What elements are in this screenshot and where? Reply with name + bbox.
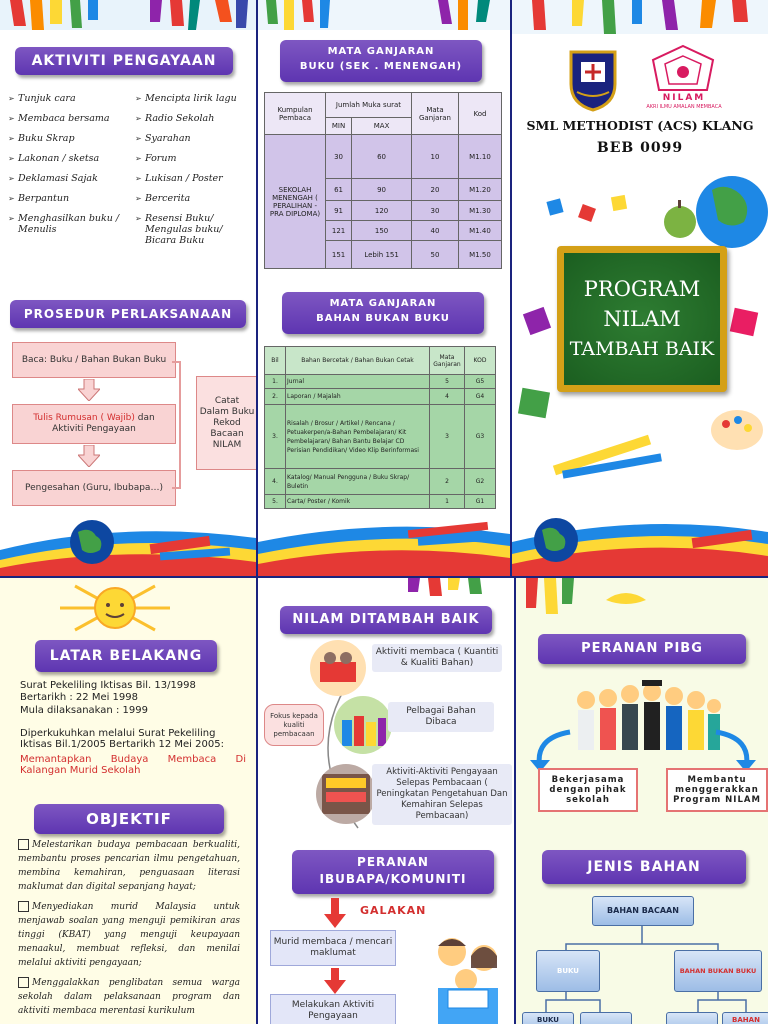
col-header: Jumlah Muka surat bbox=[326, 93, 412, 118]
latar-line-3: Mula dilaksanakan : 1999 bbox=[20, 705, 148, 716]
chalkboard-surface bbox=[564, 253, 720, 385]
objektif-item bbox=[18, 838, 240, 894]
table-cell: 50 bbox=[412, 241, 459, 269]
objektif-item bbox=[18, 976, 240, 1018]
list-item: ➢ Radio Sekolah bbox=[135, 113, 253, 124]
reading-kids-image bbox=[310, 640, 366, 696]
prosedur-title: PROSEDUR PERLAKSANAAN bbox=[10, 300, 246, 328]
school-code: BEB 0099 bbox=[596, 140, 684, 156]
objektif-title: OBJEKTIF bbox=[34, 804, 224, 834]
panel-divider bbox=[256, 0, 258, 576]
box-melakukan-aktiviti: Melakukan Aktiviti Pengayaan bbox=[270, 994, 396, 1024]
latar-line-1: Surat Pekeliling Iktisas Bil. 13/1998 bbox=[20, 680, 196, 691]
list-item: ➢ Bercerita bbox=[135, 193, 253, 204]
col-header: Mata Ganjaran bbox=[412, 93, 459, 135]
table-cell: 30 bbox=[412, 201, 459, 221]
table-cell: 30 bbox=[326, 135, 352, 179]
table-cell: M1.40 bbox=[459, 221, 502, 241]
table-cell: 60 bbox=[352, 135, 412, 179]
table-cell: M1.10 bbox=[459, 135, 502, 179]
list-item: ➢ Forum bbox=[135, 153, 253, 164]
table-cell: 1 bbox=[430, 495, 465, 509]
table-cell: Jurnal bbox=[286, 375, 430, 389]
flow-box-catat: Catat Dalam Buku Rekod Bacaan NILAM bbox=[196, 376, 256, 470]
table-cell: 150 bbox=[352, 221, 412, 241]
tree-node-buku: BUKU bbox=[536, 950, 600, 992]
item-pelbagai-bahan: Pelbagai Bahan Dibaca bbox=[388, 702, 494, 732]
nilam-logo bbox=[647, 42, 719, 98]
arrow-down-icon bbox=[324, 968, 346, 994]
school-name: SML METHODIST (ACS) KLANG bbox=[526, 118, 754, 133]
table-cell: 91 bbox=[326, 201, 352, 221]
latar-red-text: Memantapkan Budaya Membaca Di Kalangan Murid Sekolah bbox=[20, 754, 246, 776]
table-cell: M1.20 bbox=[459, 179, 502, 201]
school-crest-logo bbox=[567, 48, 619, 112]
panel-latar-belakang bbox=[0, 578, 256, 1024]
table-cell: Carta/ Poster / Komik bbox=[286, 495, 430, 509]
title-line-2: IBUBAPA/KOMUNITI bbox=[319, 872, 467, 886]
globe-swoosh-decoration bbox=[0, 510, 256, 576]
box-murid-membaca: Murid membaca / mencari maklumat bbox=[270, 930, 396, 966]
table-cell: G3 bbox=[465, 405, 496, 469]
family-reading-illustration bbox=[422, 928, 512, 1024]
list-item: ➢ Menghasilkan buku / Menulis bbox=[8, 213, 126, 235]
table-cell: Laporan / Majalah bbox=[286, 389, 430, 405]
list-item: ➢ Tunjuk cara bbox=[8, 93, 126, 104]
table-cell: 4 bbox=[430, 389, 465, 405]
col-header: MAX bbox=[352, 118, 412, 135]
table-cell: Katalog/ Manual Pengguna / Buku Skrap/ Buletin bbox=[286, 469, 430, 495]
table-cell: M1.30 bbox=[459, 201, 502, 221]
panel-nilam-ditambah-baik bbox=[258, 578, 514, 1024]
flow-box-tulis-rest: dan Aktiviti Pengayaan bbox=[52, 413, 155, 434]
title-line-2: BUKU (SEK . MENENGAH) bbox=[299, 61, 463, 72]
globe-swoosh-decoration bbox=[512, 506, 768, 576]
item-aktiviti-membaca: Aktiviti membaca ( Kuantiti & Kualiti Bahan) bbox=[372, 644, 502, 672]
objektif-text: Menyediakan murid Malaysia untuk menjawab soalan yang menguji pemikiran aras tinggi (KBAT) yang menguji keupayaan menaakul, membuat refleksi, dan menilai melalui aktiviti pengayaan; bbox=[18, 902, 240, 968]
list-item: ➢ Berpantun bbox=[8, 193, 126, 204]
arrow-down-icon bbox=[78, 379, 100, 401]
aktiviti-title: AKTIVITI PENGAYAAN bbox=[15, 47, 233, 75]
sun-icon bbox=[40, 578, 190, 638]
box-bekerjasama: Bekerjasama dengan pihak sekolah bbox=[538, 768, 638, 812]
table-cell: 40 bbox=[412, 221, 459, 241]
checkbox-icon bbox=[18, 901, 29, 912]
col-header: Mata Ganjaran bbox=[430, 347, 465, 375]
list-item: ➢ Syarahan bbox=[135, 133, 253, 144]
checkbox-icon bbox=[18, 839, 29, 850]
panel-peranan-pibg bbox=[516, 578, 768, 1024]
table-cell: 2. bbox=[265, 389, 286, 405]
table-cell: 5. bbox=[265, 495, 286, 509]
table-cell: G2 bbox=[465, 469, 496, 495]
table-cell: Risalah / Brosur / Artikel / Rencana / Petuakerpen/a-Bahan Pembelajaran/ Kit Pembelajaran/ Bahan Bantu Belajar CD Perisian Pendidikan/ Video Klip Berinformasi bbox=[286, 405, 430, 469]
col-header: Kumpulan Pembaca bbox=[265, 93, 326, 135]
table-cell: 3. bbox=[265, 405, 286, 469]
latar-line-4: Diperkukuhkan melalui Surat Pekeliling Iktisas Bil.1/2005 Bertarikh 12 Mei 2005: bbox=[20, 728, 224, 750]
table-mata-ganjaran-bahan bbox=[264, 346, 496, 509]
objektif-text: Melestarikan budaya pembacaan berkualiti, membantu proses pencarian ilmu pengetahuan, membina kemahiran, penguasaan literasi maklumat dan digital sepanjang hayat; bbox=[18, 840, 240, 892]
table-cell: 151 bbox=[326, 241, 352, 269]
panel-divider bbox=[514, 578, 516, 1024]
col-header: KOD bbox=[465, 347, 496, 375]
col-header: Kod bbox=[459, 93, 502, 135]
objektif-list bbox=[18, 838, 240, 1024]
table-cell: SEKOLAH MENENGAH ( PERALIHAN - PRA DIPLOMA) bbox=[265, 135, 326, 269]
checkbox-icon bbox=[18, 977, 29, 988]
board-line-1: PROGRAM bbox=[583, 277, 701, 301]
swoosh-decoration bbox=[258, 512, 510, 576]
table-cell: 2 bbox=[430, 469, 465, 495]
table-cell: G5 bbox=[465, 375, 496, 389]
fokus-box: Fokus kepada kualiti pembacaan bbox=[264, 704, 324, 746]
table-cell: 1. bbox=[265, 375, 286, 389]
table-cell: 90 bbox=[352, 179, 412, 201]
list-item: ➢ Buku Skrap bbox=[8, 133, 126, 144]
peranan-pibg-title: PERANAN PIBG bbox=[538, 634, 746, 664]
col-header: MIN bbox=[326, 118, 352, 135]
col-header: Bahan Bercetak / Bahan Bukan Cetak bbox=[286, 347, 430, 375]
list-item: ➢ Membaca bersama bbox=[8, 113, 126, 124]
books-image bbox=[334, 696, 392, 754]
latar-line-2: Bertarikh : 22 Mei 1998 bbox=[20, 692, 139, 703]
table-cell: 4. bbox=[265, 469, 286, 495]
objektif-item bbox=[18, 900, 240, 970]
tree-node-buku-child: BUKU bbox=[522, 1012, 574, 1024]
table-cell: G1 bbox=[465, 495, 496, 509]
pencils-decoration bbox=[512, 0, 768, 40]
title-line-1: PERANAN bbox=[357, 855, 429, 869]
table-cell: 120 bbox=[352, 201, 412, 221]
list-item: ➢ Resensi Buku/ Mengulas buku/ Bicara Buku bbox=[135, 213, 253, 246]
panel-cover bbox=[512, 0, 768, 576]
people-group-image bbox=[572, 676, 722, 752]
nilam-logo-text: NILAM bbox=[662, 93, 706, 103]
panel-mata-ganjaran bbox=[258, 0, 510, 576]
library-image bbox=[316, 764, 376, 824]
mata-ganjaran-bahan-title bbox=[282, 292, 484, 334]
list-item: ➢ Lukisan / Poster bbox=[135, 173, 253, 184]
title-line-1: MATA GANJARAN bbox=[329, 298, 437, 309]
list-item: ➢ Mencipta lirik lagu bbox=[135, 93, 253, 104]
pencils-decoration bbox=[0, 0, 256, 40]
board-line-2: NILAM bbox=[603, 307, 681, 331]
table-cell: 3 bbox=[430, 405, 465, 469]
table-cell: 61 bbox=[326, 179, 352, 201]
list-item: ➢ Deklamasi Sajak bbox=[8, 173, 126, 184]
table-cell: M1.50 bbox=[459, 241, 502, 269]
title-line-2: BAHAN BUKAN BUKU bbox=[316, 313, 450, 324]
flow-box-pengesahan: Pengesahan (Guru, Ibubapa…) bbox=[12, 470, 176, 506]
tree-root-bahan-bacaan: BAHAN BACAAN bbox=[592, 896, 694, 926]
col-header: Bil bbox=[265, 347, 286, 375]
item-aktiviti-pengayaan: Aktiviti-Aktiviti Pengayaan Selepas Pembacaan ( Peningkatan Pengetahuan Dan Kemahiran Selepas Pembacaan) bbox=[372, 764, 512, 825]
chalkboard bbox=[557, 246, 727, 392]
arrow-down-icon bbox=[78, 445, 100, 467]
arrow-down-icon bbox=[324, 898, 346, 928]
title-line-1: MATA GANJARAN bbox=[327, 46, 435, 57]
pencils-decoration bbox=[258, 0, 510, 40]
bracket-decoration bbox=[170, 360, 184, 490]
objektif-text: Menggalakkan penglibatan semua warga sekolah dalam pelaksanaan program dan aktiviti membaca merentasi kurikulum bbox=[18, 978, 240, 1016]
tree-node-bahan-child: BAHAN bbox=[722, 1012, 768, 1024]
board-line-3: TAMBAH BAIK bbox=[569, 338, 715, 360]
table-cell: G4 bbox=[465, 389, 496, 405]
aktiviti-list-left bbox=[8, 93, 126, 244]
curved-arrow-left-icon bbox=[524, 728, 574, 772]
pencils-decoration bbox=[516, 578, 768, 618]
box-membantu: Membantu menggerakkan Program NILAM bbox=[666, 768, 768, 812]
table-cell: Lebih 151 bbox=[352, 241, 412, 269]
panel-aktiviti bbox=[0, 0, 256, 576]
flow-box-baca: Baca: Buku / Bahan Bukan Buku bbox=[12, 342, 176, 378]
table-cell: 121 bbox=[326, 221, 352, 241]
latar-belakang-title: LATAR BELAKANG bbox=[35, 640, 217, 672]
aktiviti-list-right bbox=[135, 93, 253, 255]
table-mata-ganjaran-buku bbox=[264, 92, 502, 269]
panel-divider bbox=[510, 0, 512, 576]
jenis-bahan-title: JENIS BAHAN bbox=[542, 850, 746, 884]
panel-divider bbox=[0, 576, 768, 578]
tree-node-child bbox=[580, 1012, 632, 1024]
flow-box-tulis-red: Tulis Rumusan ( Wajib) bbox=[33, 413, 135, 423]
curved-arrow-right-icon bbox=[712, 728, 762, 772]
flow-box-tulis bbox=[12, 404, 176, 444]
table-cell: 10 bbox=[412, 135, 459, 179]
list-item: ➢ Lakonan / sketsa bbox=[8, 153, 126, 164]
nilam-logo-subtext: AKRI ILMU AMALAN MEMBACA bbox=[646, 104, 722, 110]
table-cell: 5 bbox=[430, 375, 465, 389]
panel-divider bbox=[256, 578, 258, 1024]
peranan-ibubapa-title bbox=[292, 850, 494, 894]
nilam-ditambah-baik-title: NILAM DITAMBAH BAIK bbox=[280, 606, 492, 634]
mata-ganjaran-buku-title bbox=[280, 40, 482, 82]
table-cell: 20 bbox=[412, 179, 459, 201]
galakan-label: GALAKAN bbox=[360, 904, 427, 917]
tree-node-child bbox=[666, 1012, 718, 1024]
tree-node-bahan-bukan-buku: BAHAN BUKAN BUKU bbox=[674, 950, 762, 992]
